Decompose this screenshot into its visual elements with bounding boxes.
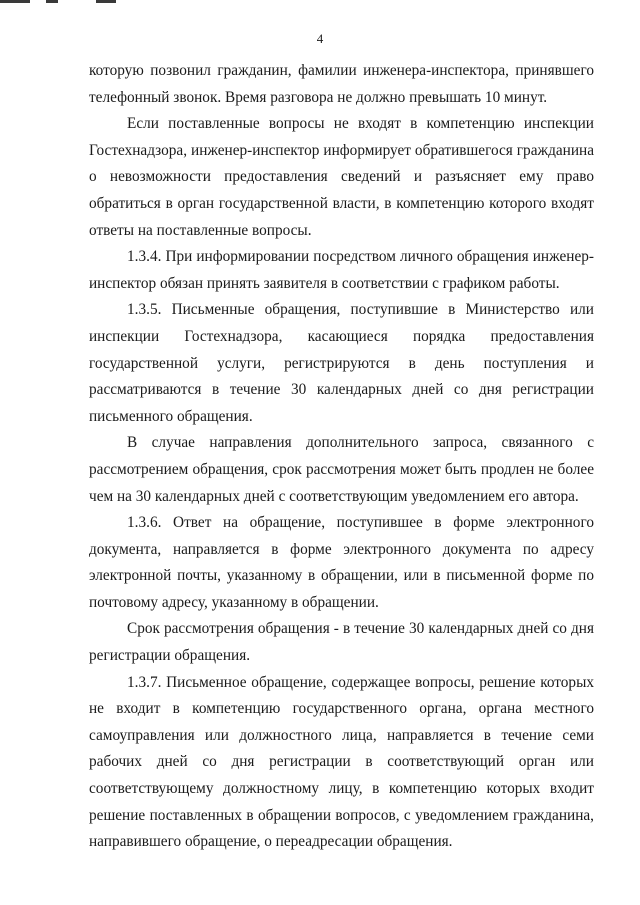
paragraph-1-3-5: 1.3.5. Письменные обращения, поступившие в Министерство или инспекции Гостехнадзора, касающиеся порядка предоставления государственной услуги, регистрируются в день поступления и рассматриваются в течение 30 календарных дней со дня регистрации письменного обращения. xyxy=(89,301,594,425)
paragraph-continuation: которую позвонил гражданин, фамилии инженера-инспектора, принявшего телефонный звонок. Время разговора не должно превышать 10 минут. xyxy=(89,62,594,106)
paragraph-review-term: Срок рассмотрения обращения - в течение 30 календарных дней со дня регистрации обращения. xyxy=(89,620,594,665)
scan-edge-mark xyxy=(0,0,130,4)
paragraph-competence: Если поставленные вопросы не входят в компетенцию инспекции Гостехнадзора, инженер-инспектор информирует обратившегося гражданина о невозможности предоставления сведений и разъясняет ему право обратиться в орган государственной власти, в компетенцию которого входят ответы на поставленные вопросы. xyxy=(89,115,594,239)
paragraph-1-3-4: 1.3.4. При информировании посредством личного обращения инженер-инспектор обязан принять заявителя в соответствии с графиком работы. xyxy=(89,248,594,292)
document-body xyxy=(89,58,594,856)
paragraph-additional-request: В случае направления дополнительного запроса, связанного с рассмотрением обращения, срок рассмотрения может быть продлен не более чем на 30 календарных дней с соответствующим уведомлением его автора. xyxy=(89,434,594,505)
page-number: 4 xyxy=(316,31,324,46)
paragraph-1-3-7: 1.3.7. Письменное обращение, содержащее вопросы, решение которых не входит в компетенцию государственного органа, органа местного самоуправления или должностного лица, направляется в течение семи рабочих дней со дня регистрации в соответствующий орган или соответствующему должностному лицу, в компетенцию которых входит решение поставленных в обращении вопросов, с уведомлением гражданина, направившего обращение, о переадресации обращения. xyxy=(89,673,594,851)
paragraph-1-3-6: 1.3.6. Ответ на обращение, поступившее в форме электронного документа, направляется в форме электронного документа по адресу электронной почты, указанному в обращении, или в письменной форме по почтовому адресу, указанному в обращении. xyxy=(89,514,594,611)
